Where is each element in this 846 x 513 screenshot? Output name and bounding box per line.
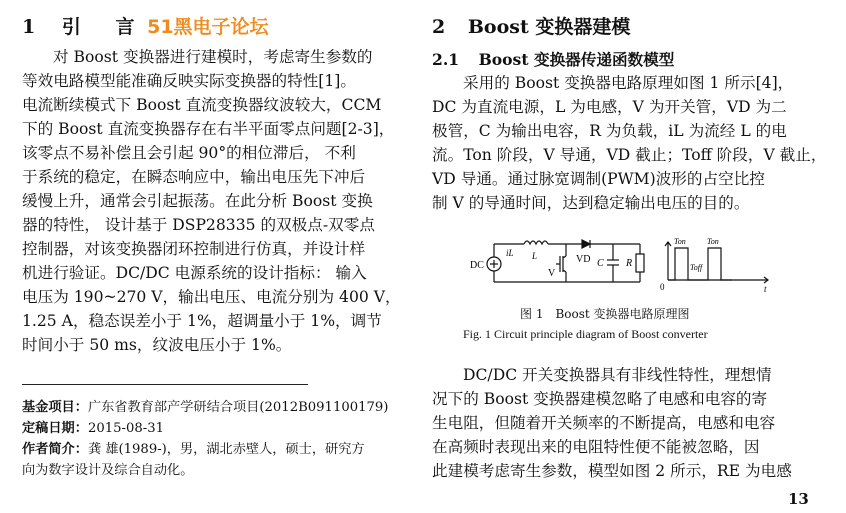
figure-caption-en: Fig. 1 Circuit principle diagram of Boost converter [463, 327, 708, 341]
page-number: 13 [788, 490, 809, 508]
intro-line: 机进行验证。DC/DC 电源系统的设计指标： 输入 [22, 264, 367, 282]
nonlinear-line: 况下的 Boost 变换器建模忽略了电感和电容的寄 [432, 390, 768, 408]
t-axis-label: t [764, 284, 767, 294]
boost-circuit-figure [470, 232, 800, 294]
intro-line: 等效电路模型能准确反映实际变换器的特性[1]。 [22, 72, 356, 90]
forum-watermark: 51黑电子论坛 [147, 16, 269, 38]
nonlinear-line: 生电阻，但随着开关频率的不断提高，电感和电容 [432, 414, 776, 432]
section-2-heading [432, 12, 630, 39]
intro-line: 1.25 A，稳态误差小于 1%，超调量小于 1%，调节 [22, 312, 382, 330]
intro-line: 缓慢上升，通常会引起振荡。在此分析 Boost 变换 [22, 192, 373, 210]
intro-line: 时间小于 50 ms，纹波电压小于 1%。 [22, 336, 292, 354]
intro-line: 于系统的稳定，在瞬态响应中，输出电压先下冲后 [22, 168, 366, 186]
intro-line: 对 Boost 变换器进行建模时，考虑寄生参数的 [53, 48, 373, 66]
footnote-author: 作者简介：龚 雄(1989-)，男，湖北赤壁人，硕士，研究方 [22, 442, 365, 457]
model-line: 流。Ton 阶段，V 导通，VD 截止；Toff 阶段，V 截止， [432, 146, 827, 164]
section-1-heading [22, 12, 269, 39]
nonlinear-paragraph [432, 363, 792, 483]
resistor-symbol [636, 254, 644, 272]
c-label: C [597, 258, 604, 269]
vd-label: VD [576, 254, 591, 265]
inductor-symbol [524, 241, 548, 244]
section-number: 2 [432, 16, 446, 38]
nonlinear-line: 此建模考虑寄生参数，模型如图 2 所示，RE 为电感 [432, 462, 792, 480]
model-line: 极管，C 为输出电容，R 为负载，iL 为流经 L 的电 [432, 122, 787, 140]
model-paragraph [432, 71, 826, 215]
section-title: Boost 变换器建模 [467, 16, 631, 38]
intro-line: 电流断续模式下 Boost 直流变换器纹波较大，CCM [22, 96, 382, 114]
subsection-title: Boost 变换器传递函数模型 [478, 50, 675, 69]
intro-line: 下的 Boost 直流变换器存在右半平面零点问题[2-3]， [22, 120, 395, 138]
diode-symbol [582, 240, 590, 248]
model-line: 制 V 的导通时间，达到稳定输出电压的目的。 [432, 194, 750, 212]
nonlinear-line: DC/DC 开关变换器具有非线性特性，理想情 [463, 366, 772, 384]
model-line: 采用的 Boost 变换器电路原理如图 1 所示[4]， [463, 74, 794, 92]
footnote-rule [22, 384, 308, 385]
toff-label: Toff [690, 263, 703, 272]
intro-line: 该零点不易补偿且会引起 90°的相位滞后， 不利 [22, 144, 356, 162]
footnote-funding: 基金项目：广东省教育部产学研结合项目(2012B091100179) [22, 400, 389, 415]
subsection-heading [432, 48, 674, 70]
model-line: VD 导通。通过脉宽调制(PWM)波形的占空比控 [432, 170, 765, 188]
nonlinear-line: 在高频时表现出来的电阻特性便不能被忽略，因 [432, 438, 760, 456]
model-line: DC 为直流电源，L 为电感，V 为开关管，VD 为二 [432, 98, 787, 116]
il-label: iL [506, 248, 514, 258]
origin-label: 0 [660, 282, 665, 292]
ton2-label: Ton [707, 237, 719, 246]
dc-label: DC [470, 260, 484, 271]
section-title: 引 言 [61, 16, 149, 38]
intro-line: 器的特性， 设计基于 DSP28335 的双极点-双零点 [22, 216, 375, 234]
intro-line: 控制器，对该变换器闭环控制进行仿真，并设计样 [22, 240, 366, 258]
intro-paragraph [22, 45, 401, 357]
r-label: R [626, 258, 633, 269]
section-number: 1 [22, 16, 36, 38]
footnote-author-cont: 向为数字设计及综合自动化。 [22, 463, 194, 478]
l-label: L [532, 251, 538, 261]
footnotes [22, 397, 388, 481]
v-label: V [548, 268, 556, 279]
intro-line: 电压为 190~270 V，输出电压、电流分别为 400 V， [22, 288, 401, 306]
subsection-number: 2.1 [432, 50, 460, 69]
figure-caption-cn: 图 1 Boost 变换器电路原理图 [520, 307, 690, 321]
ton1-label: Ton [674, 237, 686, 246]
footnote-date: 定稿日期：2015-08-31 [22, 421, 164, 436]
